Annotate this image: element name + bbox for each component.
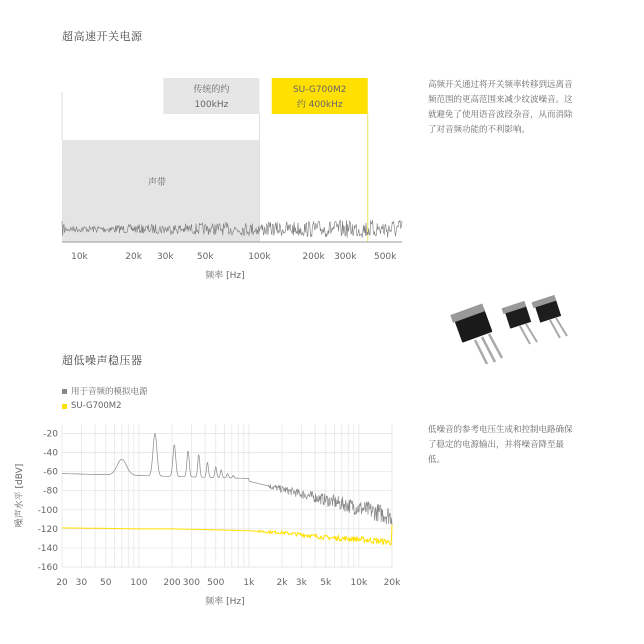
y-tick-label: -160 — [37, 563, 58, 573]
conventional-label-line2: 100kHz — [194, 100, 229, 110]
y-tick-label: -140 — [37, 543, 58, 554]
audio-band-label: 声带 — [147, 178, 167, 188]
x-tick-label: 10k — [71, 252, 88, 262]
legend-label-product: SU-G700M2 — [71, 401, 122, 411]
x-tick-label: 500 — [207, 578, 225, 588]
x-tick-label: 500k — [373, 252, 397, 262]
x-tick-label: 200 — [163, 578, 181, 588]
audio-band-region — [62, 140, 259, 242]
x-axis-title: 频率 [Hz] — [205, 271, 245, 281]
x-tick-label: 50k — [196, 252, 214, 262]
analog-supply-line — [62, 434, 392, 526]
x-tick-label: 200k — [302, 252, 325, 262]
legend-label-analog: 用于音频的模拟电源 — [71, 387, 148, 397]
x-tick-label: 300 — [182, 578, 200, 588]
x-tick-label: 30k — [156, 252, 174, 262]
x-tick-label: 20 — [56, 578, 68, 588]
x-tick-label: 3k — [295, 578, 307, 588]
chart2-legend — [62, 385, 148, 411]
y-tick-label: -100 — [37, 505, 58, 516]
switching-chart — [0, 0, 644, 290]
legend-swatch-analog — [62, 389, 67, 394]
noise-chart — [0, 410, 420, 644]
y-axis-title: 噪声水平 [dBV] — [15, 463, 25, 528]
x-tick-label: 100k — [248, 252, 271, 262]
x-tick-label: 5k — [320, 578, 332, 588]
section2-description: 低噪音的参考电压生成和控制电路确保了稳定的电源输出，并将噪音降至最低。 — [428, 425, 573, 465]
conventional-label-line1: 传统的约 — [193, 85, 230, 95]
x-tick-label: 2k — [276, 578, 288, 588]
y-tick-label: -60 — [43, 467, 58, 478]
legend-item-analog — [62, 385, 148, 397]
product-label-line1: SU-G700M2 — [292, 85, 347, 95]
x-tick-label: 50 — [100, 578, 112, 588]
su-g700m2-line — [62, 525, 392, 545]
section1-title: 超高速开关电源 — [62, 30, 143, 43]
section2-title: 超低噪声稳压器 — [62, 354, 143, 367]
x-tick-label: 20k — [125, 252, 142, 262]
y-tick-label: -80 — [43, 486, 58, 497]
section1-description: 高频开关通过将开关频率转移到远离音频范围的更高范围来减少纹波噪音。这就避免了使用语音波段杂音，从而消除了对音频功能的不利影响。 — [428, 80, 573, 135]
y-tick-label: -40 — [43, 448, 58, 459]
y-tick-label: -20 — [43, 429, 58, 440]
x-axis-title: 频率 [Hz] — [205, 597, 245, 607]
y-tick-label: -120 — [37, 524, 58, 535]
x-tick-label: 1k — [243, 578, 255, 588]
x-tick-label: 30 — [75, 578, 88, 588]
power-transistor-image — [445, 290, 580, 370]
x-tick-label: 100 — [130, 578, 148, 588]
x-tick-label: 20k — [383, 578, 401, 588]
x-tick-label: 10k — [350, 578, 368, 588]
legend-swatch-product — [62, 404, 67, 409]
product-label-line2: 约 400kHz — [296, 100, 343, 110]
x-tick-label: 300k — [334, 252, 357, 262]
